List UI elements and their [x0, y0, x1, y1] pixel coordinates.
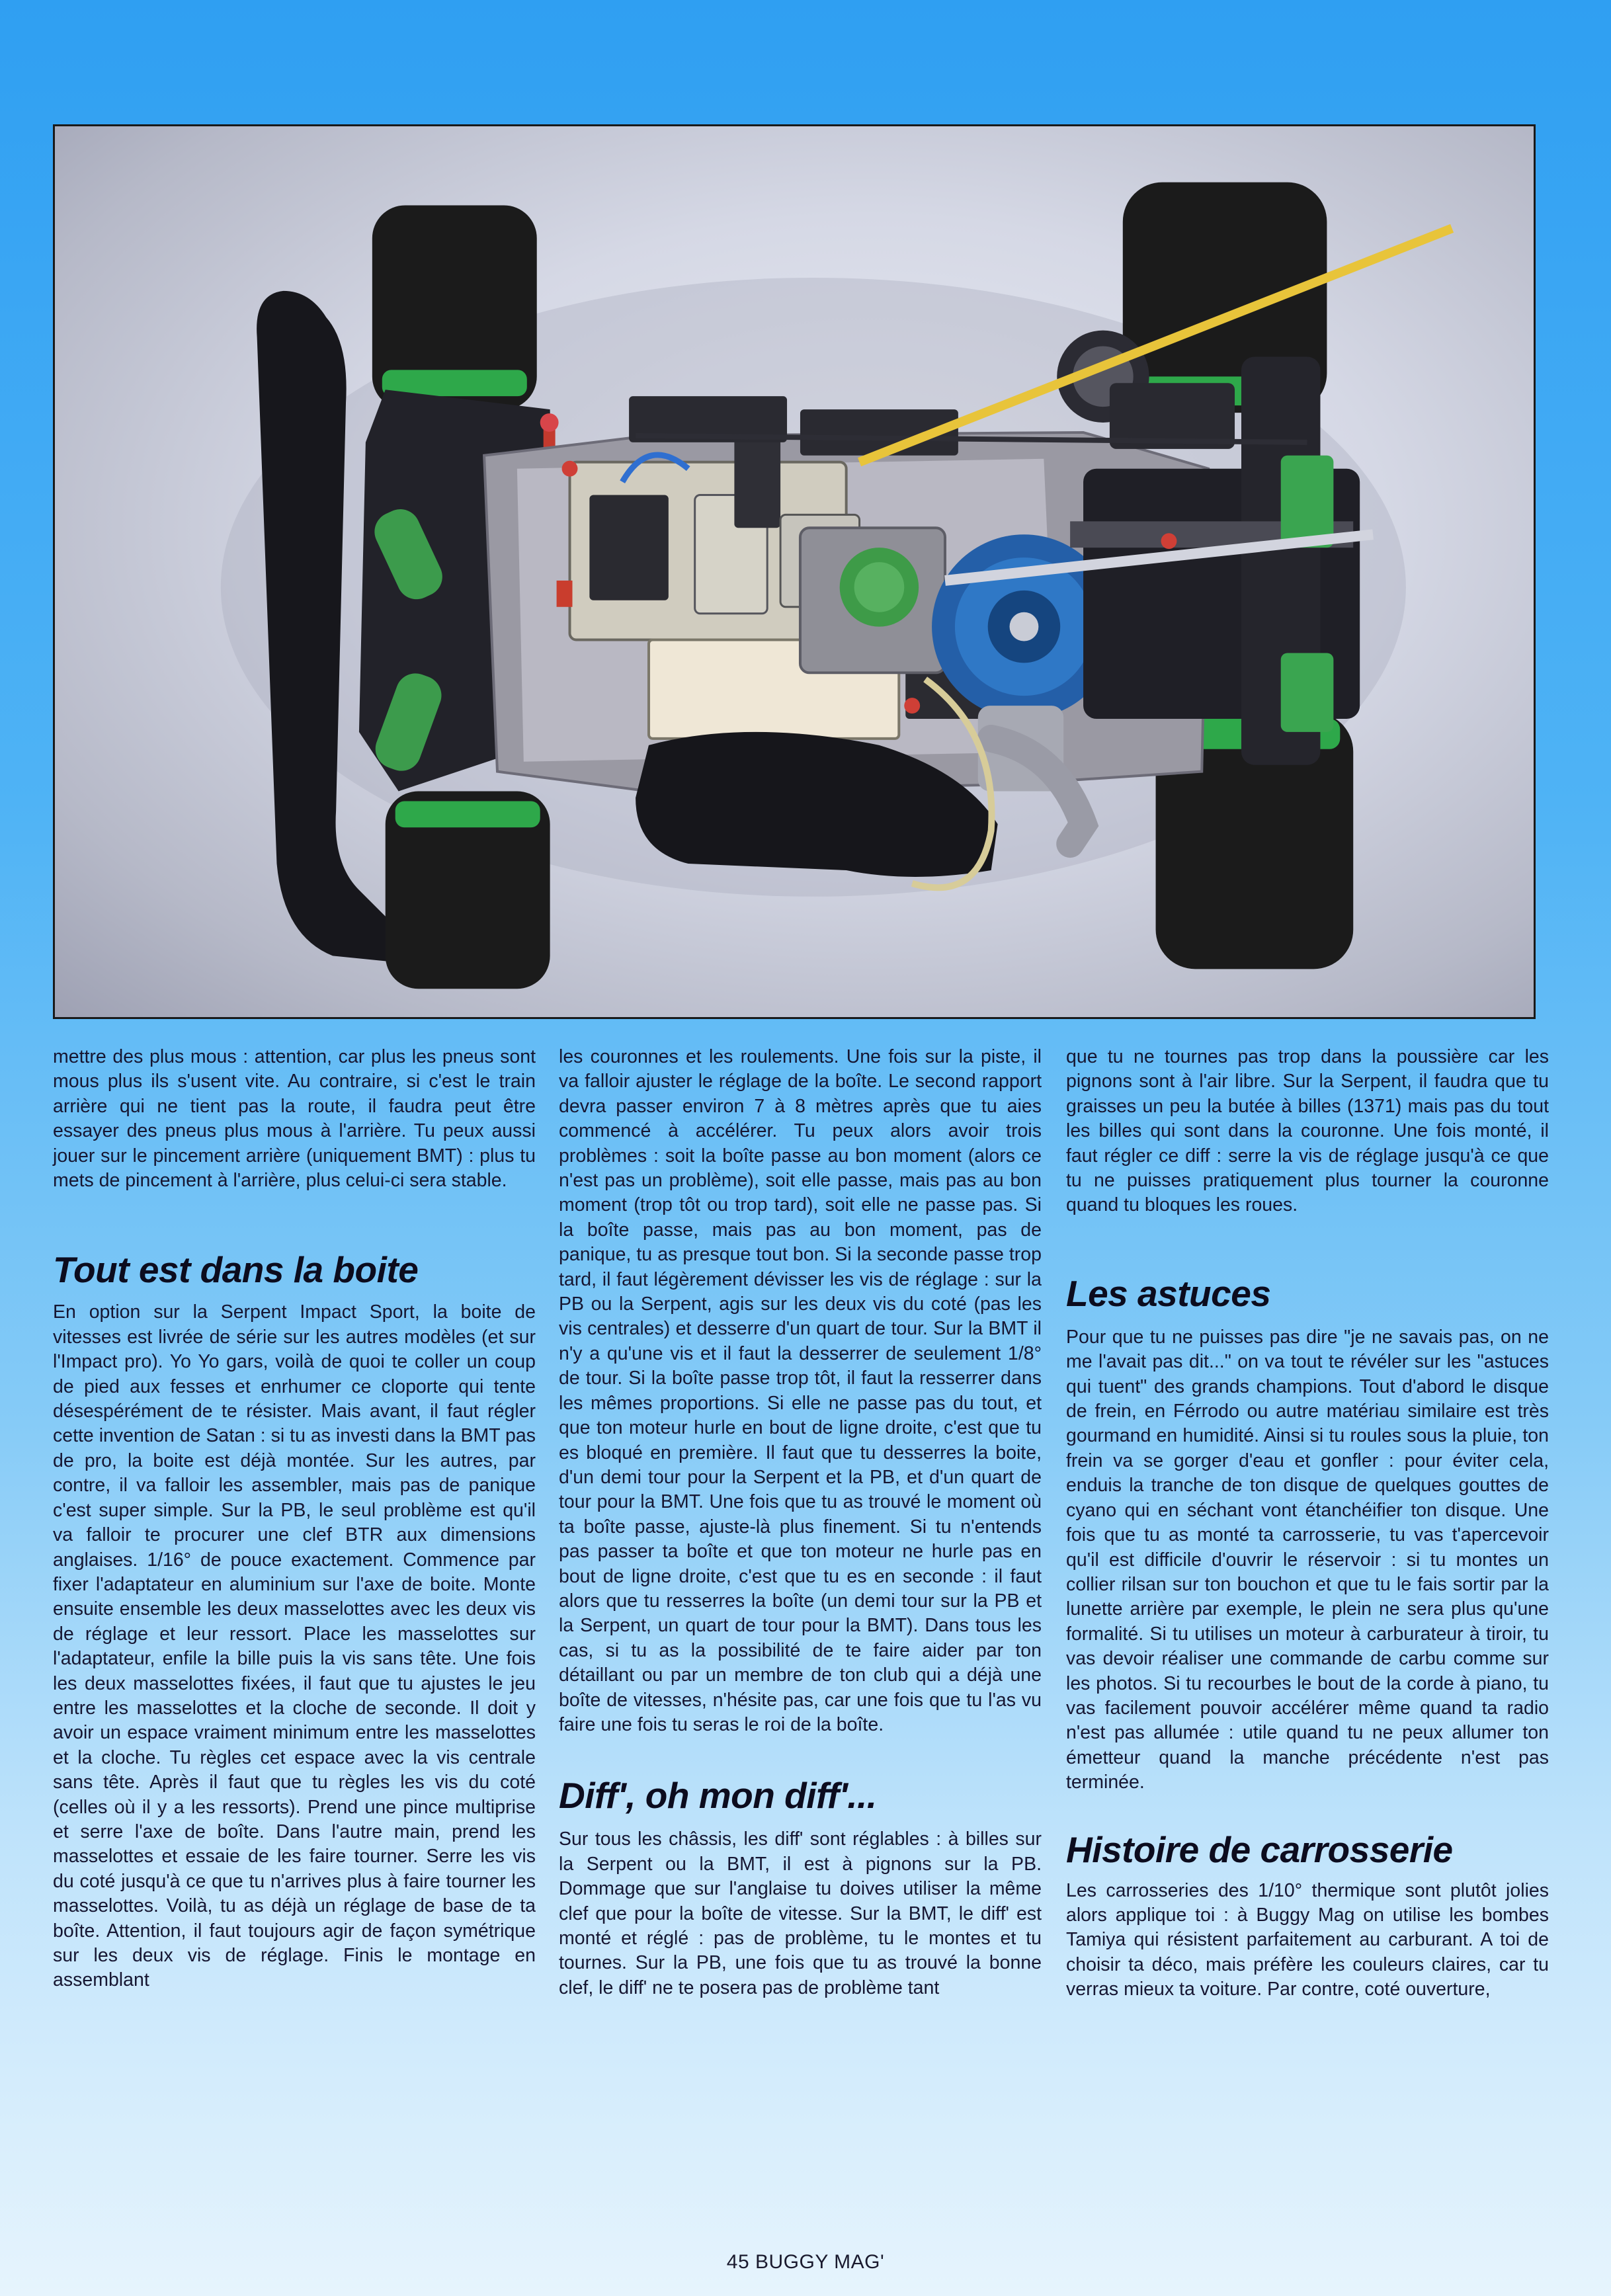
paragraph-diff-suite: que tu ne tournes pas trop dans la poussière car les pignons sont à l'air libre. Sur la Serpent, il faudra que tu graisses un peu la butée à billes (1371) mais pas du tout les billes qui sont dans la couronne. Une fois monté, il faut régler ce diff : serre la vis de réglage jusqu'à ce que tu ne puisses pratiquement plus tourner la couronne quand tu bloques les roues. — [1066, 1046, 1549, 1216]
heading-histoire-de-carrosserie: Histoire de carrosserie — [1066, 1828, 1453, 1870]
servo — [734, 429, 780, 528]
article-column-3 — [1066, 1045, 1549, 2002]
article-column-1 — [53, 1045, 536, 1993]
front-right-wheel — [386, 792, 550, 989]
article-column-2 — [559, 1045, 1042, 2000]
paragraph-intro: mettre des plus mous : attention, car plus les pneus sont mous plus ils s'usent vite. Au contraire, si c'est le train arrière qui ne tient pas la route, il faudra peut être essayer des pneus plus mous à l'arrière. Tu peux aussi jouer sur le pincement arrière (uniquement BMT) : plus tu mets de pincement à l'arrière, plus celui-ci sera stable. — [53, 1046, 536, 1192]
paragraph-astuces: Pour que tu ne puisses pas dire "je ne savais pas, on ne me l'avait pas dit..." on va tout te révéler sur les "astuces qui tuent" des grands champions. Tout d'abord le disque de frein, en Férrodo ou autre matériau similaire est très gourmand en humidité. Ainsi si tu roules sous la pluie, ton frein va se gorger d'eau et gonfler : pour éviter cela, enduis la tranche de ton disque de quelques gouttes de cyano qui en séchant vont étanchéifier ton disque. Une fois que tu as monté ta carrosserie, tu vas t'apercevoir qu'il est difficile d'ouvrir le réservoir : si tu montes un collier rilsan sur ton bouchon et que tu le fais sortir par la lunette arrière par exemple, le plein ne sera plus qu'une formalité. Si tu utilises un moteur à carburateur à tiroir, tu vas devoir réaliser une commande de carbu comme sur les photos. Si tu recourbes le bout de la corde à piano, tu vas facilement pouvoir accélérer même quand ta radio n'est pas allumée : utile quand tu ne peux allumer ton émetteur quand la manche précédente n'est pas terminée. — [1066, 1326, 1549, 1793]
chassis-photo — [53, 124, 1536, 1019]
paragraph-boite: En option sur la Serpent Impact Sport, la boite de vitesses est livrée de série sur les autres modèles (et sur l'Impact pro). Yo Yo gars, voilà de quoi te coller un coup de pied aux fesses et enrhumer ce cloporte qui tente désespérément de te résister. Mais avant, il faut régler cette invention de Satan : si tu as investi dans la BMT pas de pro, la boite est déjà montée. Sur les autres, par contre, il va falloir les assembler, mais pas de panique c'est super simple. Sur la PB, le seul problème est qu'il va falloir te procurer une clef BTR aux dimensions anglaises. 1/16° de pouce exactement. Commence par fixer l'adaptateur en aluminium sur l'axe de boite. Monte ensuite ensemble les deux masselottes avec les deux vis de réglage et leur ressort. Place les masselottes sur l'adaptateur, enfile la bille puis la vis sans tête. Une fois les deux masselottes fixées, il faut que tu ajustes le jeu entre les masselottes et la cloche de seconde. Il doit y avoir un espace vraiment minimum entre les masselottes et la cloche. Tu règles cet espace avec la vis centrale sans tête. Après il faut que tu règles les vis du coté (celles où il y a les ressorts). Prend une pince multiprise et serre l'axe de boîte. Dans l'autre main, prend les masselottes et essaie de les faire tourner. Serre les vis du coté jusqu'à ce que tu n'arrives plus à faire tourner les masselottes. Voilà, tu as déjà un réglage de base de ta boîte. Attention, il faut toujours agir de façon symétrique sur les deux vis de réglage. Finis le montage en assemblant — [53, 1301, 536, 1991]
paragraph-diff: Sur tous les châssis, les diff' sont réglables : à billes sur la Serpent ou la BMT, il est à pignons sur la PB. Dommage que sur l'anglaise tu doives utiliser la même clef que pour la boîte de vitesse. Sur la BMT, le diff' est monté et réglé : pas de problème, tu le montes et tu tournes. Sur la PB, une fois que tu as trouvé la bonne clef, le diff' ne te posera pas de problème tant — [559, 1828, 1042, 1998]
fuel-tank — [800, 528, 945, 673]
front-left-wheel — [372, 205, 537, 409]
paragraph-reglage-boite: les couronnes et les roulements. Une fois sur la piste, il va falloir ajuster le réglage de la boîte. Le second rapport devra passer environ 7 à 8 mètres après que tu aies commencé à accélérer. Tu peux alors avoir trois problèmes : soit la boîte passe au bon moment (alors ce n'est pas un problème), soit elle passe, mais pas au bon moment (trop tôt ou trop tard), soit elle ne passe pas. Si la boîte passe, mais pas au bon moment, pas de panique, tu as presque tout bon. Si la seconde passe trop tard, il faut légèrement dévisser les vis de réglage : sur la PB ou la Serpent, agis sur les deux vis du coté (pas les vis centrales) et desserre d'un quart de tour. Sur la BMT il n'y a qu'une vis et il faut la desserrer de seulement 1/8° de tour. Si la boîte passe trop tôt, il faut la resserrer dans les mêmes proportions. Si elle ne passe pas du tout, et que ton moteur hurle en bout de ligne droite, c'est que tu es bloqué en première. Il faut que tu desserres la boite, d'un demi tour pour la Serpent et la PB, et d'un quart de tour pour la BMT. Une fois que tu as trouvé le moment où ta boîte passe, ajuste-là plus finement. Si tu n'entends pas passer ta boîte et que ton moteur ne hurle pas en bout de ligne droite, c'est que tu es en seconde : il faut alors que tu resserres la boîte (un demi tour sur la PB et la Serpent, un quart de tour pour la BMT). Dans tous les cas, si tu as la possibilité de te faire aider par ton détaillant ou par un membre de ton club qui a déjà une boîte de vitesses, n'hésite pas, car une fois que tu l'as vu faire une fois tu seras le roi de la boîte. — [559, 1046, 1042, 1735]
page-folio: 45 BUGGY MAG' — [726, 2251, 885, 2273]
heading-diff: Diff', oh mon diff'... — [559, 1775, 877, 1817]
heading-les-astuces: Les astuces — [1066, 1272, 1271, 1314]
paragraph-carrosserie: Les carrosseries des 1/10° thermique sont plutôt jolies alors applique toi : à Buggy Mag on utilise les bombes Tamiya qui résistent parfaitement au carburant. A toi de choisir ta déco, mais préfère les couleurs claires, car tu verras mieux ta voiture. Par contre, coté ouverture, — [1066, 1879, 1549, 2000]
heading-tout-est-dans-la-boite: Tout est dans la boite — [53, 1249, 419, 1291]
